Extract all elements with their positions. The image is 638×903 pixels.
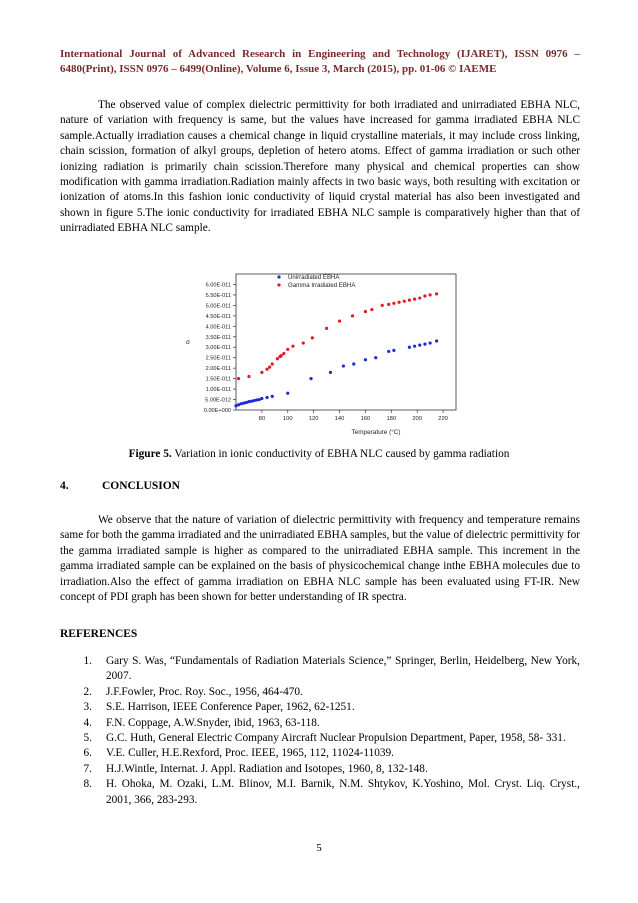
reference-item bbox=[60, 685, 580, 700]
y-tick-label: 5.00E-012 bbox=[205, 397, 231, 404]
data-point-irradiated bbox=[265, 368, 268, 371]
y-tick-label: 3.50E-011 bbox=[205, 334, 231, 341]
y-tick-label: 4.50E-011 bbox=[205, 313, 231, 320]
data-point-irradiated bbox=[291, 345, 294, 348]
conductivity-chart bbox=[180, 262, 470, 439]
data-point-unirradiated bbox=[309, 377, 312, 380]
reference-number: 1. bbox=[83, 655, 92, 667]
reference-text: V.E. Culler, H.E.Rexford, Proc. IEEE, 1965, 112, 11024-11039. bbox=[106, 747, 394, 760]
data-point-irradiated bbox=[413, 298, 416, 301]
legend-label: Gamma Irradiated EBHA bbox=[288, 282, 356, 289]
data-point-unirradiated bbox=[364, 358, 367, 361]
figure-caption-text: Variation in ionic conductivity of EBHA NLC caused by gamma radiation bbox=[174, 448, 510, 460]
y-tick-label: 3.00E-011 bbox=[205, 345, 231, 352]
x-tick-label: 160 bbox=[360, 416, 371, 422]
reference-text: Gary S. Was, “Fundamentals of Radiation Materials Science,” Springer, Berlin, Heidelberg, New York, 2007. bbox=[106, 655, 580, 683]
y-tick-label: 1.00E-011 bbox=[205, 387, 231, 394]
x-tick-label: 180 bbox=[386, 416, 397, 422]
data-point-irradiated bbox=[403, 300, 406, 303]
body-paragraph-1: The observed value of complex dielectric permittivity for both irradiated and unirradiated EBHA NLC, nature of variation with frequency is same, but the values have increased for gamma irradiated EBHA NLC sample.Actually irradiation causes a chemical change in liquid crystalline materials, it may include cross linking, chain scission, formation of alkyl groups, depletion of hetero atoms. Effect of gamma irradiation or such other ionizing radiation is primarily chain scission.Therefore many physical and chemical properties can show modification with gamma irradiation.Radiation mainly affects in two basic ways, both resulting with excitation or ionization of atoms.In this fashion ionic conductivity of liquid crystal material has also been investigated and shown in figure 5.The ionic conductivity for irradiated EBHA NLC sample is comparatively higher than that of unirradiated EBHA NLC sample. bbox=[60, 99, 580, 235]
reference-text: G.C. Huth, General Electric Company Aircraft Nuclear Propulsion Department, Paper, 1958, 58- 331. bbox=[106, 732, 566, 745]
journal-header: International Journal of Advanced Research in Engineering and Technology (IJARET), ISSN 0976 – 6480(Print), ISSN 0976 – 6499(Online), Volume 6, Issue 3, March (2015), pp. 01-06 © IAEME bbox=[60, 48, 580, 75]
data-point-irradiated bbox=[271, 362, 274, 365]
x-tick-label: 80 bbox=[258, 416, 266, 422]
conclusion-paragraph: We observe that the nature of variation of dielectric permittivity with frequency and temperature remains same for both the gamma irradiated and the unirradiated EBHA samples, but the value of dielectric permittivity for the gamma irradiated sample is higher as compared to the unirradiated EBHA sample. This increment in the gamma irradiated sample can be explained on the basis of physicochemical change inthe EBHA molecules due to irradiation.Also the effect of gamma irradiation on EBHA NLC sample has been evaluated using FT-IR. New concept of PDI graph has been shown for better understanding of IR spectra. bbox=[60, 514, 580, 604]
data-point-irradiated bbox=[387, 303, 390, 306]
data-point-irradiated bbox=[286, 348, 289, 351]
reference-text: H.J.Wintle, Internat. J. Appl. Radiation and Isotopes, 1960, 8, 132-148. bbox=[106, 762, 428, 775]
y-tick-label: 0.00E+000 bbox=[203, 408, 231, 414]
y-tick-label: 4.00E-011 bbox=[205, 324, 231, 331]
reference-item bbox=[60, 731, 580, 746]
data-point-irradiated bbox=[325, 327, 328, 330]
data-point-unirradiated bbox=[418, 344, 421, 347]
data-point-unirradiated bbox=[413, 345, 416, 348]
data-point-irradiated bbox=[311, 336, 314, 339]
data-point-irradiated bbox=[302, 341, 305, 344]
data-point-irradiated bbox=[423, 294, 426, 297]
x-tick-label: 140 bbox=[334, 416, 345, 422]
reference-number: 8. bbox=[83, 778, 92, 791]
y-tick-label: 1.50E-011 bbox=[205, 376, 231, 383]
data-point-irradiated bbox=[276, 357, 279, 360]
data-point-unirradiated bbox=[260, 397, 263, 400]
reference-item bbox=[60, 716, 580, 731]
data-point-unirradiated bbox=[329, 371, 332, 374]
reference-text: H. Ohoka, M. Ozaki, L.M. Blinov, M.I. Barnik, N.M. Shtykov, K.Yoshino, Mol. Cryst. Liq. Cryst., 2001, 366, 283-293. bbox=[106, 778, 580, 806]
data-point-irradiated bbox=[364, 310, 367, 313]
data-point-irradiated bbox=[282, 352, 285, 355]
reference-number: 4. bbox=[83, 716, 92, 729]
data-point-unirradiated bbox=[352, 362, 355, 365]
data-point-irradiated bbox=[418, 296, 421, 299]
reference-item bbox=[60, 746, 580, 761]
section-number: 4. bbox=[60, 480, 69, 492]
data-point-irradiated bbox=[397, 301, 400, 304]
data-point-unirradiated bbox=[374, 356, 377, 359]
data-point-unirradiated bbox=[408, 346, 411, 349]
data-point-irradiated bbox=[435, 292, 438, 295]
data-point-unirradiated bbox=[286, 392, 289, 395]
y-tick-label: 2.50E-011 bbox=[205, 355, 231, 362]
legend-marker bbox=[277, 283, 280, 286]
data-point-irradiated bbox=[237, 377, 240, 380]
y-tick-label: 2.00E-011 bbox=[205, 366, 231, 373]
data-point-irradiated bbox=[351, 314, 354, 317]
reference-item bbox=[60, 777, 580, 808]
figure-label: Figure 5. bbox=[128, 448, 172, 460]
data-point-irradiated bbox=[408, 299, 411, 302]
reference-number: 7. bbox=[83, 762, 92, 775]
legend-label: Unirradiated EBHA bbox=[288, 274, 340, 281]
reference-text: J.F.Fowler, Proc. Roy. Soc., 1956, 464-470. bbox=[106, 685, 303, 698]
data-point-unirradiated bbox=[265, 396, 268, 399]
data-point-irradiated bbox=[280, 354, 283, 357]
data-point-irradiated bbox=[268, 366, 271, 369]
data-point-irradiated bbox=[338, 319, 341, 322]
reference-number: 6. bbox=[83, 747, 92, 760]
references-heading: REFERENCES bbox=[60, 628, 138, 640]
data-point-unirradiated bbox=[435, 339, 438, 342]
data-point-unirradiated bbox=[392, 349, 395, 352]
x-tick-label: 220 bbox=[438, 416, 448, 422]
data-point-irradiated bbox=[381, 304, 384, 307]
reference-text: F.N. Coppage, A.W.Snyder, ibid, 1963, 63-118. bbox=[106, 716, 320, 729]
data-point-unirradiated bbox=[271, 395, 274, 398]
x-tick-label: 120 bbox=[308, 416, 319, 422]
reference-text: S.E. Harrison, IEEE Conference Paper, 1962, 62-1251. bbox=[106, 701, 355, 714]
y-tick-label: 5.00E-011 bbox=[205, 303, 231, 310]
x-axis-label: Temperature (°C) bbox=[351, 429, 401, 436]
references-list bbox=[60, 654, 580, 808]
y-axis-label: σ bbox=[186, 339, 190, 346]
chart-svg bbox=[180, 262, 470, 439]
data-point-irradiated bbox=[370, 308, 373, 311]
reference-number: 3. bbox=[83, 701, 92, 714]
reference-item bbox=[60, 762, 580, 777]
reference-number: 5. bbox=[83, 732, 92, 745]
data-point-irradiated bbox=[260, 371, 263, 374]
data-point-irradiated bbox=[247, 375, 250, 378]
legend-marker bbox=[277, 275, 280, 278]
page-number: 5 bbox=[316, 842, 322, 854]
x-tick-label: 200 bbox=[412, 416, 423, 422]
reference-number: 2. bbox=[83, 685, 92, 698]
data-point-unirradiated bbox=[423, 342, 426, 345]
x-tick-label: 100 bbox=[282, 416, 293, 422]
y-tick-label: 6.00E-011 bbox=[205, 282, 231, 289]
section-heading bbox=[60, 480, 180, 492]
figure-caption bbox=[0, 448, 638, 460]
reference-item bbox=[60, 654, 580, 685]
y-tick-label: 5.50E-011 bbox=[205, 292, 231, 299]
data-point-irradiated bbox=[429, 293, 432, 296]
data-point-unirradiated bbox=[429, 341, 432, 344]
data-point-irradiated bbox=[392, 302, 395, 305]
section-title: CONCLUSION bbox=[102, 480, 180, 492]
data-point-unirradiated bbox=[342, 364, 345, 367]
reference-item bbox=[60, 700, 580, 715]
data-point-unirradiated bbox=[387, 350, 390, 353]
